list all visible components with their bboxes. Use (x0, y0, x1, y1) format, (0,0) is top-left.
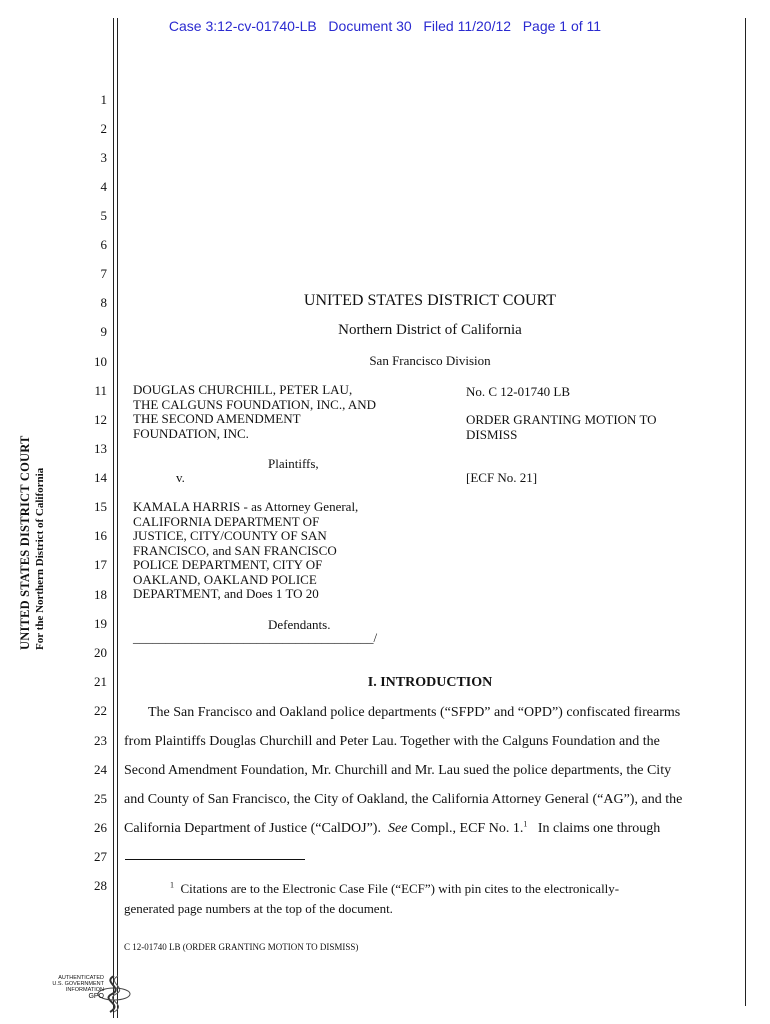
defendant-line: OAKLAND, OAKLAND POLICE (133, 571, 317, 587)
line-number: 7 (100, 266, 107, 281)
line-number: 27 (94, 849, 107, 864)
line-number: 25 (94, 791, 107, 806)
section-title: I. INTRODUCTION (367, 675, 493, 690)
line-number: 13 (94, 441, 107, 456)
line-number: 3 (100, 150, 107, 165)
gpo-seal-text: GPO (88, 993, 104, 1000)
line-number: 2 (100, 121, 107, 136)
footnote-text: Citations are to the Electronic Case File (“ECF”) with pin cites to the electronically- (180, 881, 620, 896)
defendant-line: POLICE DEPARTMENT, CITY OF (133, 557, 323, 572)
line-number: 21 (94, 674, 107, 689)
case-number: No. C 12-01740 LB (466, 384, 570, 399)
order-title (466, 413, 657, 442)
defendants-label: Defendants. (268, 617, 331, 632)
sidebar-court-name: UNITED STATES DISTRICT COURT (18, 435, 32, 650)
plaintiffs-label: Plaintiffs, (268, 456, 319, 471)
right-margin-rule (745, 18, 746, 1006)
caption-rule: _____________________________________/ (133, 630, 378, 645)
body-text: California Department of Justice (“CalDOJ”). (124, 821, 388, 836)
line-number: 28 (94, 878, 107, 893)
line-number: 1 (100, 92, 107, 107)
court-district: Northern District of California (338, 322, 522, 338)
footnote-marker: 1 (170, 880, 174, 890)
ecf-reference: [ECF No. 21] (466, 470, 538, 485)
gpo-seal-text: AUTHENTICATED (58, 975, 104, 981)
defendants-block (133, 500, 453, 602)
versus: v. (176, 470, 185, 485)
body-line-26 (124, 821, 660, 837)
line-number: 10 (94, 354, 107, 369)
left-margin-rule-1 (113, 18, 114, 1018)
line-number: 15 (94, 499, 107, 514)
body-line-22: The San Francisco and Oakland police departments (“SFPD” and “OPD”) confiscated firearms (148, 705, 681, 720)
plaintiff-line: THE CALGUNS FOUNDATION, INC., AND (133, 396, 377, 412)
see-signal: See (387, 821, 408, 836)
sidebar-district: For the Northern District of California (34, 467, 46, 650)
line-number: 8 (100, 295, 107, 310)
court-division: San Francisco Division (369, 353, 491, 368)
plaintiff-line: FOUNDATION, INC. (133, 425, 249, 441)
defendant-line: CALIFORNIA DEPARTMENT OF (133, 513, 320, 529)
gpo-seal-text: U.S. GOVERNMENT (52, 981, 104, 987)
line-number: 23 (94, 733, 107, 748)
footnote-text: generated page numbers at the top of the document. (124, 901, 393, 916)
court-sidebar (18, 430, 58, 650)
left-margin-rule-2 (117, 18, 118, 1018)
plaintiff-line: DOUGLAS CHURCHILL, PETER LAU, (133, 382, 353, 397)
footnote-ref: 1 (523, 819, 528, 829)
order-title-line: DISMISS (466, 426, 518, 442)
line-number: 6 (100, 237, 107, 252)
line-number: 9 (100, 324, 107, 339)
gpo-seal (44, 972, 134, 1016)
line-number: 18 (94, 587, 107, 602)
page-footer: C 12-01740 LB (ORDER GRANTING MOTION TO DISMISS) (124, 942, 359, 952)
gpo-seal-text: INFORMATION (65, 987, 104, 993)
line-number: 19 (94, 616, 107, 631)
line-number: 5 (100, 208, 107, 223)
line-number: 17 (94, 557, 107, 572)
line-number: 16 (94, 528, 107, 543)
footnote-rule (125, 859, 305, 860)
defendant-line: DEPARTMENT, and Does 1 TO 20 (133, 586, 319, 601)
order-title-line: ORDER GRANTING MOTION TO (466, 412, 657, 427)
case-header: Case 3:12-cv-01740-LB Document 30 Filed 11/20/12 Page 1 of 11 (168, 18, 602, 34)
line-number: 4 (100, 179, 107, 194)
footnote (124, 879, 736, 919)
body-line-25: and County of San Francisco, the City of Oakland, the California Attorney General (“AG”), and the (124, 792, 683, 807)
defendant-line: FRANCISCO, and SAN FRANCISCO (133, 542, 337, 558)
plaintiff-line: THE SECOND AMENDMENT (133, 411, 301, 426)
line-number: 12 (94, 412, 107, 427)
body-line-24: Second Amendment Foundation, Mr. Churchill and Mr. Lau sued the police departments, the City (124, 763, 672, 778)
plaintiffs-block (133, 383, 453, 441)
line-number: 24 (94, 762, 107, 777)
line-number: 14 (94, 470, 107, 485)
body-text: In claims one through (527, 821, 661, 836)
line-number: 11 (94, 383, 107, 398)
line-number: 20 (94, 645, 107, 660)
body-line-23: from Plaintiffs Douglas Churchill and Peter Lau. Together with the Calguns Foundation and the (124, 734, 660, 749)
defendant-line: KAMALA HARRIS - as Attorney General, (133, 499, 359, 514)
body-text: Compl., ECF No. 1. (407, 821, 524, 836)
defendant-line: JUSTICE, CITY/COUNTY OF SAN (133, 528, 327, 543)
line-number: 26 (94, 820, 107, 835)
line-number: 22 (94, 703, 107, 718)
court-name: UNITED STATES DISTRICT COURT (303, 292, 557, 309)
